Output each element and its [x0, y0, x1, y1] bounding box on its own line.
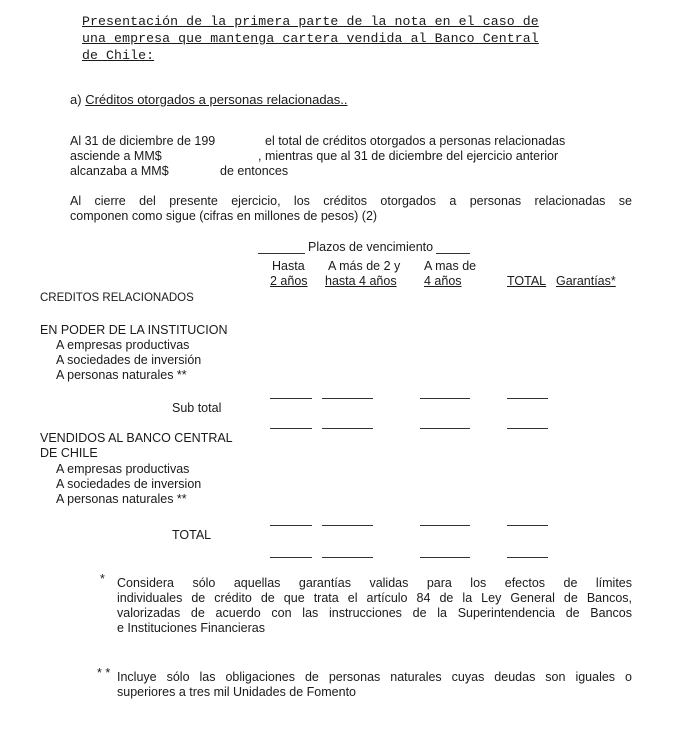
para1-text: de entonces [220, 164, 289, 178]
para1-text: Al 31 de diciembre de 199 [70, 134, 216, 148]
row-label: Sub total [172, 401, 222, 415]
col-header: A mas de [424, 259, 477, 273]
total-rule [507, 428, 548, 429]
row-label: A sociedades de inversion [56, 477, 202, 491]
col-header: 2 años [270, 274, 308, 288]
title-line: una empresa que mantenga cartera vendida al Banco Central [82, 31, 539, 46]
total-rule [507, 398, 548, 399]
para2-text: Al cierre del presente ejercicio, los créditos otorgados a personas relacionadas se [70, 194, 632, 208]
total-rule [322, 525, 373, 526]
row-label: VENDIDOS AL BANCO CENTRAL [40, 431, 233, 445]
para1-text: el total de créditos otorgados a personas relacionadas [265, 134, 566, 148]
title-line: Presentación de la primera parte de la nota en el caso de [82, 14, 539, 29]
group-header: Plazos de vencimiento [305, 240, 436, 255]
footnote-text: individuales de crédito de que trata el artículo 84 de la Ley General de Bancos, [117, 591, 632, 605]
total-rule [420, 525, 470, 526]
row-label: DE CHILE [40, 446, 98, 460]
total-rule [420, 428, 470, 429]
col-header: TOTAL [507, 274, 547, 288]
footnote-text: Incluye sólo las obligaciones de personas naturales cuyas deudas son iguales o [117, 670, 632, 684]
footnote-text: valorizadas de acuerdo con las instrucciones de la Superintendencia de Bancos [117, 606, 632, 620]
col-header: 4 años [424, 274, 462, 288]
total-rule [322, 557, 373, 558]
col-header: Garantías* [556, 274, 616, 288]
footnote-mark: * [100, 572, 105, 586]
total-rule [270, 398, 312, 399]
title-line: de Chile: [82, 48, 155, 63]
row-label: A personas naturales ** [56, 368, 187, 382]
total-rule [420, 398, 470, 399]
total-rule [270, 525, 312, 526]
para1-text: , mientras que al 31 de diciembre del ejercicio anterior [258, 149, 559, 163]
total-rule [270, 557, 312, 558]
row-label: A empresas productivas [56, 338, 190, 352]
row-label: A sociedades de inversión [56, 353, 202, 367]
total-rule [270, 428, 312, 429]
row-label: CREDITOS RELACIONADOS [40, 292, 194, 304]
footnote-text: Considera sólo aquellas garantías validas para los efectos de límites [117, 576, 632, 590]
total-rule [420, 557, 470, 558]
col-header: Hasta [272, 259, 305, 273]
total-rule [322, 428, 373, 429]
para1-text: alcanzaba a MM$ [70, 164, 169, 178]
col-header: hasta 4 años [325, 274, 397, 288]
footnote-text: superiores a tres mil Unidades de Fomento [117, 685, 357, 699]
total-rule [507, 525, 548, 526]
row-label: A personas naturales ** [56, 492, 187, 506]
section-heading [70, 92, 348, 107]
row-label: EN PODER DE LA INSTITUCION [40, 323, 228, 337]
para2-text: componen como sigue (cifras en millones de pesos) (2) [70, 209, 378, 223]
footnote-text: e Instituciones Financieras [117, 621, 265, 635]
row-label: A empresas productivas [56, 462, 190, 476]
col-header: A más de 2 y [328, 259, 401, 273]
footnote-mark: * * [97, 666, 111, 680]
total-rule [322, 398, 373, 399]
total-rule [507, 557, 548, 558]
para1-text: asciende a MM$ [70, 149, 162, 163]
section-title: Créditos otorgados a personas relacionadas.. [85, 92, 348, 107]
section-prefix: a) [70, 92, 82, 107]
row-label: TOTAL [172, 528, 212, 542]
